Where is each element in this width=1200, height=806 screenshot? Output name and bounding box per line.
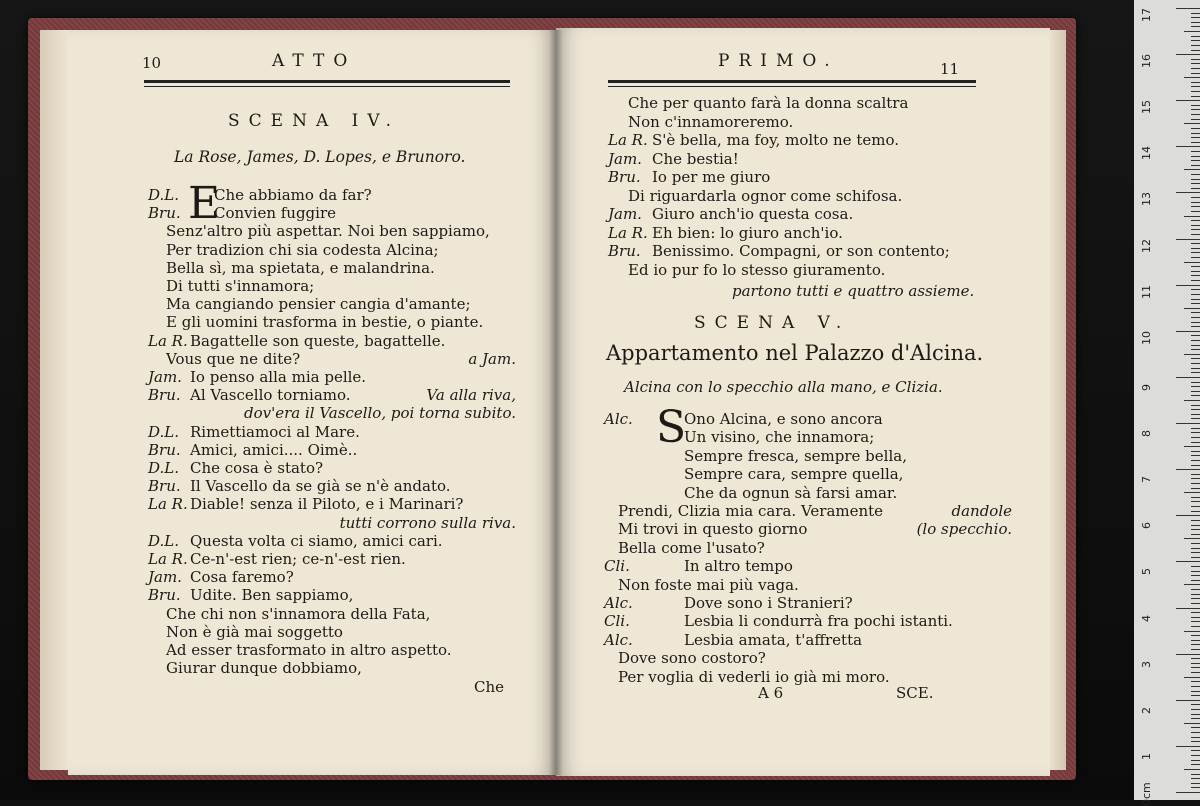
dialogue-line: Cosa faremo? — [190, 568, 294, 587]
ruler-tick — [1191, 442, 1200, 443]
ruler-tick — [1184, 216, 1200, 217]
right-signature: A 6 — [758, 684, 784, 702]
ruler-tick — [1191, 529, 1200, 530]
ruler-tick — [1191, 17, 1200, 18]
ruler-tick — [1191, 326, 1200, 327]
ruler-tick — [1191, 243, 1200, 244]
ruler-tick — [1191, 460, 1200, 461]
dialogue-line: Per tradizion chi sia codesta Alcina; — [166, 240, 439, 259]
dialogue-line: Che per quanto farà la donna scaltra — [628, 94, 909, 112]
ruler-tick — [1191, 22, 1200, 23]
ruler-tick — [1191, 727, 1200, 728]
left-header-rule-thin — [144, 86, 510, 87]
ruler-tick — [1191, 26, 1200, 27]
left-header-rule — [144, 80, 510, 83]
ruler-tick — [1184, 538, 1200, 539]
speaker-label: Jam. — [148, 368, 182, 386]
ruler-tick — [1191, 418, 1200, 419]
dialogue-line: S'è bella, ma foy, molto ne temo. — [652, 131, 899, 149]
ruler-tick — [1184, 169, 1200, 170]
ruler-tick — [1191, 750, 1200, 751]
ruler-tick — [1191, 474, 1200, 475]
dialogue-line: Di tutti s'innamora; — [166, 277, 315, 295]
ruler-tick — [1184, 308, 1200, 309]
dialogue-line: Sempre fresca, sempre bella, — [684, 446, 907, 465]
ruler-tick — [1191, 737, 1200, 738]
speaker-label: D.L. — [148, 422, 179, 441]
dialogue-line: Sempre cara, sempre quella, — [684, 465, 904, 484]
ruler-tick — [1184, 446, 1200, 447]
ruler-tick — [1191, 741, 1200, 742]
speaker-label: Bru. — [148, 586, 181, 605]
ruler-tick — [1191, 335, 1200, 336]
ruler-tick — [1191, 644, 1200, 645]
dialogue-line: E gli uomini trasforma in bestie, o piante. — [166, 313, 484, 332]
dialogue-line: Non c'innamoreremo. — [628, 112, 794, 131]
ruler-tick — [1176, 469, 1200, 470]
right-catchword: SCE. — [896, 684, 934, 702]
dialogue-line: Amici, amici.... Oimè.. — [190, 440, 358, 459]
right-stage-direction: partono tutti e quattro assieme. — [732, 282, 975, 300]
ruler-label: 8 — [1140, 430, 1153, 438]
ruler-tick — [1191, 520, 1200, 521]
ruler-tick — [1191, 45, 1200, 46]
ruler-tick — [1191, 451, 1200, 452]
ruler-tick — [1191, 635, 1200, 636]
ruler-tick — [1191, 709, 1200, 710]
right-page-number: 11 — [940, 60, 960, 78]
ruler-tick — [1191, 548, 1200, 549]
ruler-tick — [1191, 271, 1200, 272]
ruler-label: 15 — [1140, 100, 1153, 115]
ruler-tick — [1191, 778, 1200, 779]
dialogue-line: Il Vascello da se già se n'è andato. — [190, 477, 451, 496]
dialogue-line: Diable! senza il Piloto, e i Marinari? — [190, 495, 464, 514]
dialogue-line: Eh bien: lo giuro anch'io. — [652, 223, 843, 242]
ruler-tick — [1191, 73, 1200, 74]
ruler-tick — [1176, 746, 1200, 747]
dialogue-line: In altro tempo — [684, 557, 793, 576]
ruler-tick — [1191, 174, 1200, 175]
ruler-tick — [1184, 77, 1200, 78]
speaker-label: Bru. — [148, 477, 181, 496]
ruler-tick — [1176, 239, 1200, 240]
ruler-tick — [1191, 165, 1200, 166]
stage-aside: dov'era il Vascello, poi torna subito. — [243, 404, 516, 423]
dialogue-line: Io per me giuro — [652, 168, 771, 186]
ruler-tick — [1191, 86, 1200, 87]
dialogue-line: Per voglia di vederli io già mi moro. — [618, 667, 890, 686]
ruler-tick — [1191, 640, 1200, 641]
ruler-tick — [1191, 686, 1200, 687]
ruler-tick — [1184, 723, 1200, 724]
ruler-label: 5 — [1140, 568, 1153, 576]
book-gutter — [549, 30, 563, 775]
ruler-tick — [1176, 561, 1200, 562]
ruler-label: 11 — [1140, 284, 1153, 299]
dialogue-line: Ma cangiando pensier cangia d'amante; — [166, 295, 471, 314]
ruler-tick — [1191, 695, 1200, 696]
ruler-tick — [1191, 220, 1200, 221]
ruler-tick — [1191, 137, 1200, 138]
ruler-tick — [1191, 478, 1200, 479]
ruler-tick — [1176, 377, 1200, 378]
ruler-tick — [1176, 608, 1200, 609]
ruler-label: 17 — [1140, 8, 1153, 22]
stage-aside: (lo specchio. — [916, 520, 1012, 539]
ruler-tick — [1191, 787, 1200, 788]
ruler-tick — [1191, 612, 1200, 613]
ruler-tick — [1191, 718, 1200, 719]
ruler-tick — [1191, 322, 1200, 323]
ruler-tick — [1191, 483, 1200, 484]
dialogue-line: Dove sono costoro? — [618, 649, 766, 668]
ruler-tick — [1176, 515, 1200, 516]
dialogue-line: Un visino, che innamora; — [684, 428, 875, 447]
ruler-tick — [1191, 133, 1200, 134]
dialogue-line: Che chi non s'innamora della Fata, — [166, 604, 431, 623]
ruler-tick — [1191, 405, 1200, 406]
ruler-tick — [1191, 96, 1200, 97]
right-page-edges — [1048, 30, 1066, 770]
ruler-label: 12 — [1140, 238, 1153, 253]
ruler-tick — [1191, 363, 1200, 364]
dialogue-line: Udite. Ben sappiamo, — [190, 586, 354, 605]
ruler-tick — [1191, 414, 1200, 415]
dialogue-line: Al Vascello torniamo. — [190, 386, 351, 405]
ruler-tick — [1191, 303, 1200, 304]
speaker-label: Alc. — [604, 410, 633, 428]
drop-cap-e: E — [188, 178, 221, 229]
dialogue-line: Convien fuggire — [214, 204, 337, 223]
ruler-tick — [1176, 792, 1200, 793]
speaker-label: D.L. — [148, 531, 179, 550]
ruler-tick — [1191, 691, 1200, 692]
ruler-tick — [1184, 631, 1200, 632]
ruler-tick — [1191, 188, 1200, 189]
ruler-label: 7 — [1140, 476, 1153, 484]
ruler-label: 1 — [1140, 752, 1153, 760]
dialogue-line: Vous que ne dite? — [166, 349, 301, 368]
ruler-label: 14 — [1140, 146, 1153, 161]
ruler-tick — [1191, 368, 1200, 369]
stage-aside: a Jam. — [468, 349, 516, 368]
ruler-tick — [1191, 105, 1200, 106]
ruler-tick — [1191, 197, 1200, 198]
ruler-tick — [1191, 252, 1200, 253]
ruler-tick — [1191, 649, 1200, 650]
left-page-edges — [40, 30, 68, 770]
dialogue-line: Giurar dunque dobbiamo, — [166, 659, 362, 678]
right-header-rule-thin — [608, 86, 976, 87]
ruler-tick — [1191, 109, 1200, 110]
ruler-tick — [1191, 294, 1200, 295]
dialogue-line: Ad esser trasformato in altro aspetto. — [166, 641, 452, 659]
ruler-tick — [1184, 769, 1200, 770]
speaker-label: Bru. — [148, 440, 181, 459]
ruler-tick — [1191, 764, 1200, 765]
ruler-tick — [1191, 506, 1200, 507]
dialogue-line: Benissimo. Compagni, or son contento; — [652, 242, 950, 260]
ruler-tick — [1191, 566, 1200, 567]
ruler-label: 3 — [1140, 660, 1153, 668]
ruler-tick — [1191, 275, 1200, 276]
ruler-label: 6 — [1140, 522, 1153, 530]
ruler-tick — [1184, 262, 1200, 263]
ruler-tick — [1191, 299, 1200, 300]
ruler-tick — [1176, 654, 1200, 655]
ruler-tick — [1191, 128, 1200, 129]
ruler-tick — [1191, 183, 1200, 184]
ruler-tick — [1191, 575, 1200, 576]
ruler-tick — [1176, 192, 1200, 193]
ruler-tick — [1191, 437, 1200, 438]
ruler-tick — [1191, 534, 1200, 535]
left-characters: La Rose, James, D. Lopes, e Brunoro. — [174, 148, 466, 166]
ruler-label: 9 — [1140, 383, 1153, 391]
dialogue-line: Bella sì, ma spietata, e malandrina. — [166, 258, 435, 277]
ruler-tick — [1191, 497, 1200, 498]
ruler-tick — [1191, 571, 1200, 572]
ruler-tick — [1176, 8, 1200, 9]
ruler-tick — [1176, 423, 1200, 424]
ruler-tick — [1176, 700, 1200, 701]
speaker-label: Alc. — [604, 630, 633, 649]
ruler-tick — [1191, 234, 1200, 235]
ruler-tick — [1191, 386, 1200, 387]
right-scene-title: SCENA V. — [694, 313, 851, 333]
speaker-label: Cli. — [604, 557, 630, 576]
ruler-tick — [1191, 621, 1200, 622]
ruler-tick — [1191, 391, 1200, 392]
ruler-tick — [1191, 382, 1200, 383]
ruler-tick — [1191, 395, 1200, 396]
speaker-label: Bru. — [608, 168, 641, 186]
dialogue-line: Che bestia! — [652, 149, 739, 168]
ruler-tick — [1191, 156, 1200, 157]
ruler-tick — [1191, 257, 1200, 258]
ruler-tick — [1184, 354, 1200, 355]
ruler-tick — [1176, 54, 1200, 55]
ruler-tick — [1184, 31, 1200, 32]
dialogue-line: Lesbia li condurrà fra pochi istanti. — [684, 612, 953, 631]
ruler-tick — [1191, 760, 1200, 761]
ruler-tick — [1184, 584, 1200, 585]
left-catchword: Che — [474, 678, 505, 696]
dialogue-line: Rimettiamoci al Mare. — [190, 422, 360, 441]
speaker-label: D.L. — [148, 459, 179, 477]
ruler-tick — [1191, 340, 1200, 341]
right-characters: Alcina con lo specchio alla mano, e Clizia. — [624, 378, 943, 396]
ruler-tick — [1191, 202, 1200, 203]
ruler-tick — [1191, 59, 1200, 60]
ruler-tick — [1191, 266, 1200, 267]
ruler-tick — [1191, 552, 1200, 553]
ruler-label: 2 — [1140, 706, 1153, 714]
ruler-label: 4 — [1140, 614, 1153, 622]
ruler-tick — [1191, 667, 1200, 668]
ruler-tick — [1191, 589, 1200, 590]
ruler-tick — [1191, 142, 1200, 143]
ruler-tick — [1184, 677, 1200, 678]
ruler-tick — [1191, 50, 1200, 51]
ruler-label: 16 — [1140, 54, 1153, 69]
ruler-tick — [1191, 428, 1200, 429]
speaker-label: Bru. — [148, 204, 181, 223]
speaker-label: Cli. — [604, 612, 630, 631]
ruler-tick — [1191, 358, 1200, 359]
ruler-tick — [1191, 432, 1200, 433]
ruler-tick — [1191, 658, 1200, 659]
ruler-tick — [1191, 557, 1200, 558]
ruler-tick — [1191, 672, 1200, 673]
ruler-tick — [1176, 331, 1200, 332]
ruler-tick — [1191, 248, 1200, 249]
speaker-label: Bru. — [148, 386, 181, 405]
left-scene-title: SCENA IV. — [228, 111, 401, 131]
ruler-tick — [1191, 345, 1200, 346]
speaker-label: La R. — [148, 331, 188, 350]
ruler-tick — [1191, 312, 1200, 313]
ruler-tick — [1191, 151, 1200, 152]
dialogue-line: Non foste mai più vaga. — [618, 575, 799, 594]
ruler-tick — [1191, 82, 1200, 83]
speaker-label: Jam. — [608, 205, 642, 223]
speaker-label: Jam. — [148, 568, 182, 587]
dialogue-line: Senz'altro più aspettar. Noi ben sappiamo, — [166, 222, 490, 241]
left-page — [68, 30, 556, 775]
right-setting: Appartamento nel Palazzo d'Alcina. — [606, 341, 984, 365]
ruler-tick — [1191, 488, 1200, 489]
ruler-tick — [1191, 626, 1200, 627]
dialogue-line: Questa volta ci siamo, amici cari. — [190, 531, 443, 550]
dialogue-line: Bella come l'usato? — [618, 538, 765, 557]
ruler-tick — [1191, 91, 1200, 92]
speaker-label: Bru. — [608, 242, 641, 260]
ruler-tick — [1176, 100, 1200, 101]
right-page — [556, 28, 1050, 776]
ruler-tick — [1191, 704, 1200, 705]
right-header-rule — [608, 80, 976, 83]
left-page-number: 10 — [142, 54, 162, 72]
dialogue-line: Che da ognun sà farsi amar. — [684, 483, 898, 502]
ruler-tick — [1184, 492, 1200, 493]
speaker-label: La R. — [608, 223, 648, 242]
speaker-label: La R. — [608, 131, 648, 149]
ruler-tick — [1191, 774, 1200, 775]
dialogue-line: Dove sono i Stranieri? — [684, 594, 853, 612]
speaker-label: La R. — [148, 550, 188, 568]
ruler-tick — [1191, 13, 1200, 14]
speaker-label: Jam. — [608, 149, 642, 168]
ruler-tick — [1191, 543, 1200, 544]
ruler-label: 10 — [1140, 330, 1153, 345]
ruler-tick — [1191, 755, 1200, 756]
ruler-tick — [1184, 123, 1200, 124]
ruler-tick — [1191, 179, 1200, 180]
dialogue-line: Io penso alla mia pelle. — [190, 368, 367, 386]
ruler-tick — [1191, 211, 1200, 212]
ruler-tick — [1191, 349, 1200, 350]
right-running-head: PRIMO. — [718, 51, 839, 71]
ruler-tick — [1191, 229, 1200, 230]
dialogue-line: Che abbiamo da far? — [214, 186, 372, 204]
ruler-tick — [1191, 511, 1200, 512]
ruler-tick — [1191, 63, 1200, 64]
dialogue-line: Giuro anch'io questa cosa. — [652, 205, 854, 223]
ruler-tick — [1191, 617, 1200, 618]
left-running-head: ATTO — [272, 51, 357, 71]
dialogue-line: Bagattelle son queste, bagattelle. — [190, 331, 446, 350]
ruler-tick — [1191, 372, 1200, 373]
speaker-label: La R. — [148, 495, 188, 514]
ruler-tick — [1191, 280, 1200, 281]
ruler-tick — [1191, 594, 1200, 595]
ruler-tick — [1191, 68, 1200, 69]
ruler-tick — [1191, 119, 1200, 120]
dialogue-line: Ed io pur fo lo stesso giuramento. — [628, 260, 886, 279]
ruler-tick — [1191, 501, 1200, 502]
speaker-label: D.L. — [148, 186, 179, 204]
dialogue-line: Non è già mai soggetto — [166, 622, 343, 641]
ruler-tick — [1191, 580, 1200, 581]
stage-aside: dandole — [951, 502, 1012, 520]
ruler-tick — [1191, 783, 1200, 784]
ruler-tick — [1191, 225, 1200, 226]
dialogue-line: Prendi, Clizia mia cara. Veramente — [618, 502, 884, 520]
ruler-tick — [1191, 409, 1200, 410]
ruler-tick — [1191, 40, 1200, 41]
dialogue-line: Lesbia amata, t'affretta — [684, 630, 863, 649]
ruler-tick — [1176, 285, 1200, 286]
dialogue-line: Mi trovi in questo giorno — [618, 520, 808, 539]
ruler-tick — [1191, 114, 1200, 115]
ruler-tick — [1191, 525, 1200, 526]
dialogue-line: Di riguardarla ognor come schifosa. — [628, 186, 903, 205]
dialogue-line: Che cosa è stato? — [190, 459, 324, 477]
ruler-tick — [1176, 146, 1200, 147]
drop-cap-s: S — [656, 402, 687, 453]
ruler-tick — [1191, 289, 1200, 290]
ruler-label: 13 — [1140, 192, 1153, 207]
dialogue-line: Ce-n'-est rien; ce-n'-est rien. — [190, 550, 406, 568]
ruler-tick — [1191, 455, 1200, 456]
ruler-tick — [1191, 160, 1200, 161]
ruler-tick — [1191, 317, 1200, 318]
stage-aside: tutti corrono sulla riva. — [339, 513, 516, 532]
ruler-tick — [1191, 663, 1200, 664]
ruler-tick — [1191, 36, 1200, 37]
ruler-tick — [1191, 598, 1200, 599]
ruler-tick — [1191, 603, 1200, 604]
ruler-tick — [1191, 714, 1200, 715]
ruler-label: 0cm — [1140, 782, 1153, 806]
stage-aside: Va alla riva, — [426, 386, 516, 405]
measuring-ruler — [1134, 0, 1200, 806]
dialogue-line: Ono Alcina, e sono ancora — [684, 410, 883, 428]
ruler-tick — [1191, 732, 1200, 733]
ruler-tick — [1191, 206, 1200, 207]
ruler-tick — [1184, 400, 1200, 401]
speaker-label: Alc. — [604, 594, 633, 612]
ruler-tick — [1191, 681, 1200, 682]
ruler-tick — [1191, 465, 1200, 466]
